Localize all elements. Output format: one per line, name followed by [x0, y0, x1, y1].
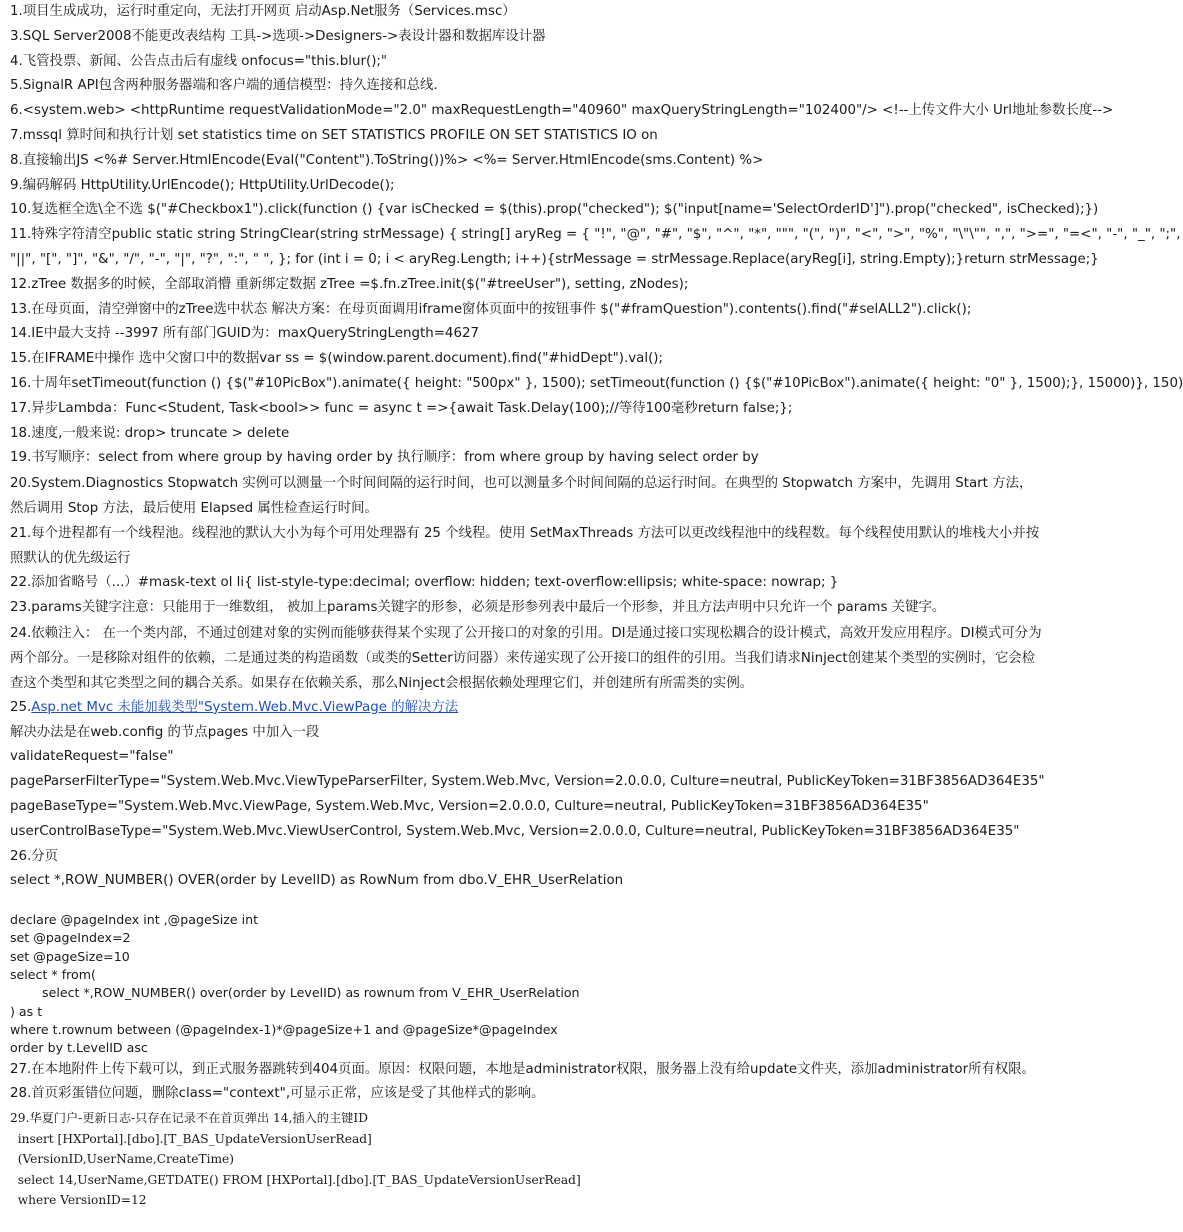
note-line: 12.zTree 数据多的时候，全部取消懵 重新绑定数据 zTree =$.fn.zTree.init($("#treeUser"), setting, zNodes); [10, 276, 689, 292]
note-line: 13.在母页面，清空弹窗中的zTree选中状态 解决方案：在母页面调用iframe窗体页面中的按钮事件 $("#framQuestion").contents().find("#selALL2").click(); [10, 301, 972, 317]
code-line: set @pageSize=10 [10, 948, 130, 964]
note-26-query: select *,ROW_NUMBER() OVER(order by LevelID) as RowNum from dbo.V_EHR_UserRelation [10, 873, 624, 889]
code-line: ) as t [10, 1003, 43, 1019]
note-line: 16.十周年setTimeout(function () {$("#10PicBox").animate({ height: "500px" }, 1500); setTimeout(function () {$("#10PicBox").animate({ height: "0" }, 1500);}, 15000)}, 150) [10, 375, 1183, 391]
note-20: 20.System.Diagnostics Stopwatch 实例可以测量一个时间间隔的运行时间，也可以测量多个时间间隔的总运行时间。在典型的 Stopwatch 方案中，先调用 Start 方法，然后调用 Stop 方法，最后使用 Elapsed 属性检查运行时间。 [10, 476, 1033, 517]
note-line: 5.SignalR API包含两种服务器端和客户端的通信模型：持久连接和总线. [10, 78, 438, 94]
note-line: 10.复选框全选\全不选 $("#Checkbox1").click(function () {var isChecked = $(this).prop("checked"); $("input[name='SelectOrderID']").prop("checked", isChecked);}) [10, 202, 1099, 218]
note-29-line: (VersionID,UserName,CreateTime) [10, 1152, 235, 1167]
note-line: 1.项目生成成功，运行时重定向，无法打开网页 启动Asp.Net服务（Services.msc） [10, 4, 516, 19]
note-25-body [10, 721, 1045, 845]
note-25-number: 25. [10, 699, 32, 715]
note-23: 23.params关键字注意：只能用于一维数组， 被加上params关键字的形参，必须是形参列表中最后一个形参，并且方法声明中只允许一个 params 关键字。 [10, 599, 946, 615]
note-22: 22.添加省略号（...）#mask-text ol li{ list-style-type:decimal; overflow: hidden; text-overflow:ellipsis; white-space: nowrap; } [10, 575, 839, 591]
note-26-code [10, 911, 1042, 1057]
note-25-title [10, 696, 1042, 721]
note-25-line: pageBaseType="System.Web.Mvc.ViewPage, System.Web.Mvc, Version=2.0.0.0, Culture=neutral, PublicKeyToken=31BF3856AD364E35" [10, 798, 929, 814]
note-24: 24.依赖注入： 在一个类内部，不通过创建对象的实例而能够获得某个实现了公开接口的对象的引用。DI是通过接口实现松耦合的设计模式，高效开发应用程序。DI模式可分为两个部分。一是移除对组件的依赖，二是通过类的构造函数（或类的Setter访问器）来传递实现了公开接口的组件的引用。当我们请求Ninject创建某个类型的实例时，它会检查这个类型和其它类型之间的耦合关系。如果存在依赖关系，那么Ninject会根据依赖处理理它们，并创建所有所需类的实例。 [10, 625, 1042, 691]
note-29 [10, 1108, 1042, 1210]
note-line: 9.编码解码 HttpUtility.UrlEncode(); HttpUtility.UrlDecode(); [10, 177, 395, 193]
code-line: select *,ROW_NUMBER() over(order by LevelID) as rownum from V_EHR_UserRelation [10, 985, 580, 1001]
code-line: order by t.LevelID asc [10, 1040, 148, 1056]
note-line: 15.在IFRAME中操作 选中父窗口中的数据var ss = $(window.parent.document).find("#hidDept").val(); [10, 351, 664, 367]
note-line: 11.特殊字符清空public static string StringClear(string strMessage) { string[] aryReg = { "!", "@", "#", "$", "^", "*", """, "(", ")", "<", ">", "%", "\"\"", ",", ">=", "=<", "-", "_", ";", [10, 227, 1181, 243]
note-25-line: validateRequest="false" [10, 749, 174, 765]
note-29-line: 29.华夏门户-更新日志-只存在记录不在首页弹出 14,插入的主键ID [10, 1111, 368, 1126]
note-line: "||", "[", "]", "&", "/", "-", "|", "?", ":", " ", }; for (int i = 0; i < aryReg.Length; i++){strMessage = strMessage.Replace(aryReg[i], string.Empty);}return strMessage;} [10, 251, 1099, 267]
notes-list [10, 0, 1183, 471]
note-line: 18.速度,一般来说: drop> truncate > delete [10, 425, 290, 441]
note-line: 6.<system.web> <httpRuntime requestValidationMode="2.0" maxRequestLength="40960" maxQueryStringLength="102400"/> <!--上传文件大小 Url地址参数长度--> [10, 103, 1114, 119]
note-line: 14.IE中最大支持 --3997 所有部门GUID为：maxQueryStringLength=4627 [10, 326, 480, 342]
note-29-line: select 14,UserName,GETDATE() FROM [HXPortal].[dbo].[T_BAS_UpdateVersionUserRead] [10, 1172, 581, 1187]
note-line: 3.SQL Server2008不能更改表结构 工具->选项->Designers->表设计器和数据库设计器 [10, 28, 546, 44]
note-25-line: 解决办法是在web.config 的节点pages 中加入一段 [10, 724, 320, 740]
note-26-title: 26.分页 [10, 848, 59, 864]
note-25-line: userControlBaseType="System.Web.Mvc.ViewUserControl, System.Web.Mvc, Version=2.0.0.0, Culture=neutral, PublicKeyToken=31BF3856AD364E35" [10, 823, 1020, 839]
code-line: declare @pageIndex int ,@pageSize int [10, 912, 259, 928]
code-line: set @pageIndex=2 [10, 930, 131, 946]
note-line: 4.飞管投票、新闻、公告点击后有虚线 onfocus="this.blur();" [10, 53, 388, 69]
note-28: 28.首页彩蛋错位问题，删除class="context",可显示正常，应该是受了其他样式的影响。 [10, 1086, 545, 1102]
note-21: 21.每个进程都有一个线程池。线程池的默认大小为每个可用处理器有 25 个线程。使用 SetMaxThreads 方法可以更改线程池中的线程数。每个线程使用默认的堆栈大小并按照默认的优先级运行 [10, 526, 1040, 567]
note-line: 8.直接输出JS <%# Server.HtmlEncode(Eval("Content").ToString())%> <%= Server.HtmlEncode(sms.Content) %> [10, 152, 764, 168]
code-line: where t.rownum between (@pageIndex-1)*@pageSize+1 and @pageSize*@pageIndex [10, 1021, 558, 1037]
note-25-line: pageParserFilterType="System.Web.Mvc.ViewTypeParserFilter, System.Web.Mvc, Version=2.0.0.0, Culture=neutral, PublicKeyToken=31BF3856AD364E35" [10, 774, 1045, 790]
note-25-link[interactable]: Asp.net Mvc 未能加载类型"System.Web.Mvc.ViewPage 的解决方法 [31, 699, 459, 715]
note-29-line: insert [HXPortal].[dbo].[T_BAS_UpdateVersionUserRead] [10, 1131, 372, 1146]
note-line: 7.mssql 算时间和执行计划 set statistics time on SET STATISTICS PROFILE ON SET STATISTICS IO on [10, 127, 658, 143]
note-27: 27.在本地附件上传下载可以，到正式服务器跳转到404页面。原因：权限问题，本地是administrator权限，服务器上没有给update文件夹，添加administrator所有权限。 [10, 1062, 1036, 1078]
spacer [10, 894, 1042, 911]
note-29-line: where VersionID=12 [10, 1192, 147, 1207]
code-line: select * from( [10, 967, 96, 982]
note-line: 17.异步Lambda：Func<Student, Task<bool>> func = async t =>{await Task.Delay(100);//等待100毫秒return false;}; [10, 400, 793, 416]
note-line: 19.书写顺序：select from where group by having order by 执行顺序：from where group by having select order by [10, 450, 759, 466]
